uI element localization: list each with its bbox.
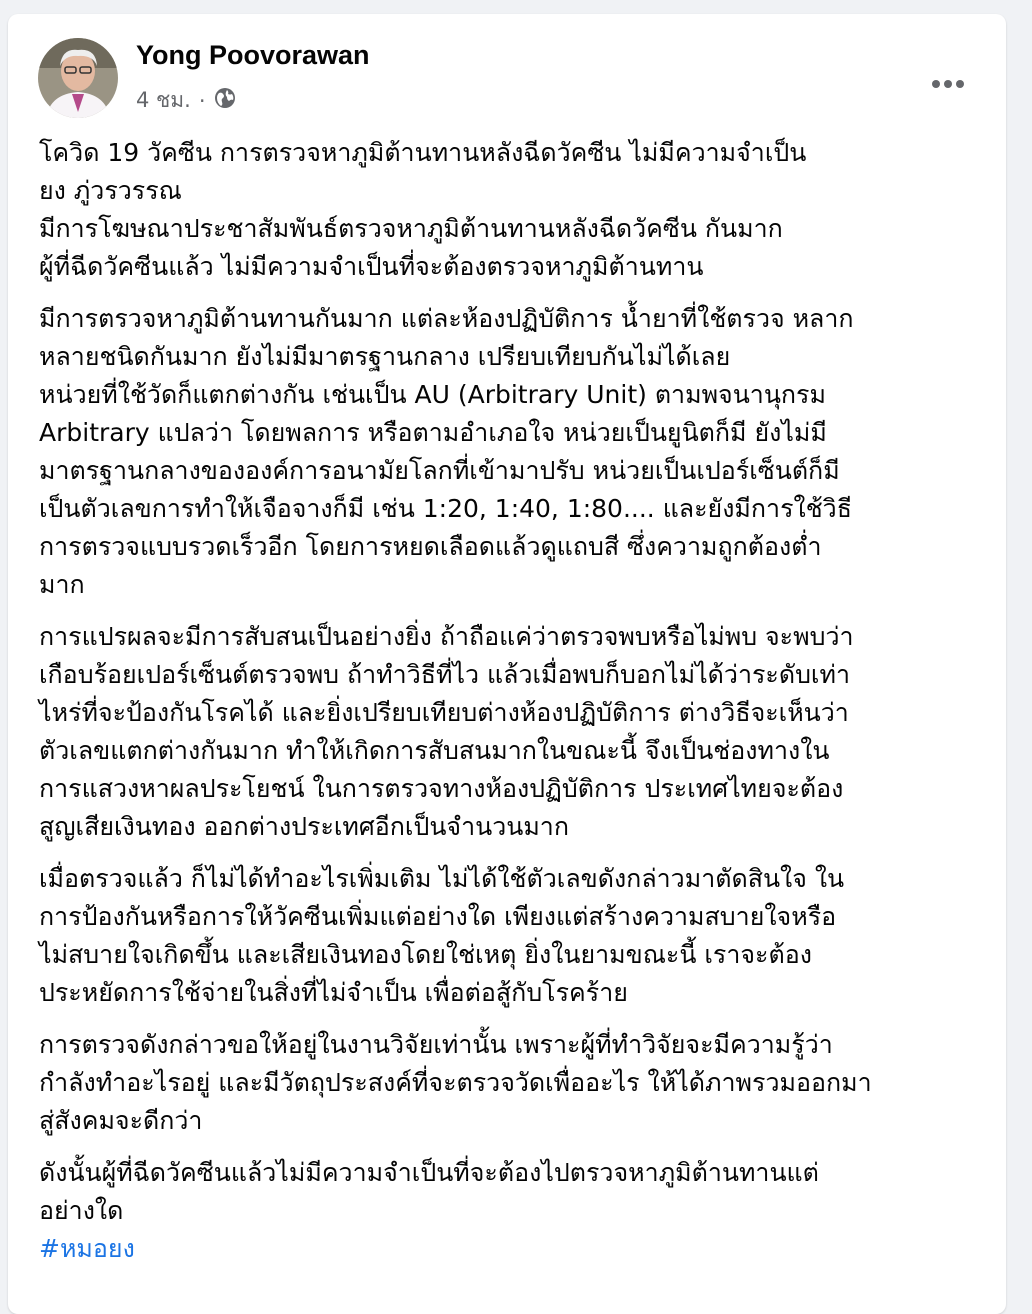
paragraph-2 [39, 300, 989, 604]
avatar[interactable] [38, 38, 118, 118]
text-line: มาก [39, 570, 85, 599]
meta-separator: · [198, 88, 206, 113]
avatar-image [38, 38, 118, 118]
paragraph-5 [39, 1026, 989, 1140]
text-line: เกือบร้อยเปอร์เซ็นต์ตรวจพบ ถ้าทำวิธีที่ไว แล้วเมื่อพบก็บอกไม่ได้ว่าระดับเท่า [39, 660, 850, 689]
text-line: มีการโฆษณาประชาสัมพันธ์ตรวจหาภูมิต้านทานหลังฉีดวัคซีน กันมาก [39, 214, 783, 243]
text-line: การป้องกันหรือการให้วัคซีนเพิ่มแต่อย่างใด เพียงแต่สร้างความสบายใจหรือ [39, 902, 837, 931]
paragraph-6 [39, 1154, 989, 1268]
post-title-line: โควิด 19 วัคซีน การตรวจหาภูมิต้านทานหลังฉีดวัคซีน ไม่มีความจำเป็น [39, 138, 807, 167]
text-line: ไม่สบายใจเกิดขึ้น และเสียเงินทองโดยใช่เหตุ ยิ่งในยามขณะนี้ เราจะต้อง [39, 940, 812, 969]
text-line: Arbitrary แปลว่า โดยพลการ หรือตามอำเภอใจ หน่วยเป็นยูนิตก็มี ยังไม่มี [39, 418, 827, 447]
text-line: สูญเสียเงินทอง ออกต่างประเทศอีกเป็นจำนวนมาก [39, 812, 569, 841]
text-line: การตรวจแบบรวดเร็วอีก โดยการหยดเลือดแล้วดูแถบสี ซึ่งความถูกต้องต่ำ [39, 532, 822, 561]
text-line: เมื่อตรวจแล้ว ก็ไม่ได้ทำอะไรเพิ่มเติม ไม่ได้ใช้ตัวเลขดังกล่าวมาตัดสินใจ ใน [39, 864, 845, 893]
text-line: มาตรฐานกลางขององค์การอนามัยโลกที่เข้ามาปรับ หน่วยเป็นเปอร์เซ็นต์ก็มี [39, 456, 840, 485]
post-meta [136, 84, 236, 117]
byline: ยง ภู่วรวรรณ [39, 176, 182, 205]
author-name[interactable]: Yong Poovorawan [136, 40, 370, 70]
globe-icon [214, 87, 236, 114]
text-line: ผู้ที่ฉีดวัคซีนแล้ว ไม่มีความจำเป็นที่จะต้องตรวจหาภูมิต้านทาน [39, 252, 704, 281]
hashtag-link[interactable]: #หมอยง [39, 1234, 135, 1263]
text-line: ไหร่ที่จะป้องกันโรคได้ และยิ่งเปรียบเทียบต่างห้องปฏิบัติการ ต่างวิธีจะเห็นว่า [39, 698, 849, 727]
text-line: ประหยัดการใช้จ่ายในสิ่งที่ไม่จำเป็น เพื่อต่อสู้กับโรคร้าย [39, 978, 628, 1007]
text-line: การแสวงหาผลประโยชน์ ในการตรวจทางห้องปฏิบัติการ ประเทศไทยจะต้อง [39, 774, 844, 803]
text-line: ดังนั้นผู้ที่ฉีดวัคซีนแล้วไม่มีความจำเป็นที่จะต้องไปตรวจหาภูมิต้านทานแต่ [39, 1158, 819, 1187]
text-line: ตัวเลขแตกต่างกันมาก ทำให้เกิดการสับสนมากในขณะนี้ จึงเป็นช่องทางใน [39, 736, 830, 765]
paragraph-3 [39, 618, 989, 846]
text-line: หน่วยที่ใช้วัดก็แตกต่างกัน เช่นเป็น AU (Arbitrary Unit) ตามพจนานุกรม [39, 380, 826, 409]
text-line: เป็นตัวเลขการทำให้เจือจางก็มี เช่น 1:20, 1:40, 1:80.... และยังมีการใช้วิธี [39, 494, 852, 523]
text-line: การตรวจดังกล่าวขอให้อยู่ในงานวิจัยเท่านั้น เพราะผู้ที่ทำวิจัยจะมีความรู้ว่า [39, 1030, 833, 1059]
paragraph-1 [39, 134, 989, 286]
text-line: กำลังทำอะไรอยู่ และมีวัตถุประสงค์ที่จะตรวจวัดเพื่ออะไร ให้ได้ภาพรวมออกมา [39, 1068, 872, 1097]
more-horizontal-icon [931, 79, 965, 89]
text-line: อย่างใด [39, 1196, 124, 1225]
post-time[interactable]: 4 ชม. [136, 88, 191, 112]
text-line: มีการตรวจหาภูมิต้านทานกันมาก แต่ละห้องปฏิบัติการ น้ำยาที่ใช้ตรวจ หลาก [39, 304, 854, 333]
text-line: หลายชนิดกันมาก ยังไม่มีมาตรฐานกลาง เปรียบเทียบกันไม่ได้เลย [39, 342, 731, 371]
text-line: สู่สังคมจะดีกว่า [39, 1106, 203, 1135]
text-line: การแปรผลจะมีการสับสนเป็นอย่างยิ่ง ถ้าถือแค่ว่าตรวจพบหรือไม่พบ จะพบว่า [39, 622, 854, 651]
post-card [8, 14, 1006, 1314]
more-options-button[interactable] [924, 60, 972, 108]
post-header [38, 36, 976, 126]
post-body [39, 134, 989, 1282]
paragraph-4 [39, 860, 989, 1012]
